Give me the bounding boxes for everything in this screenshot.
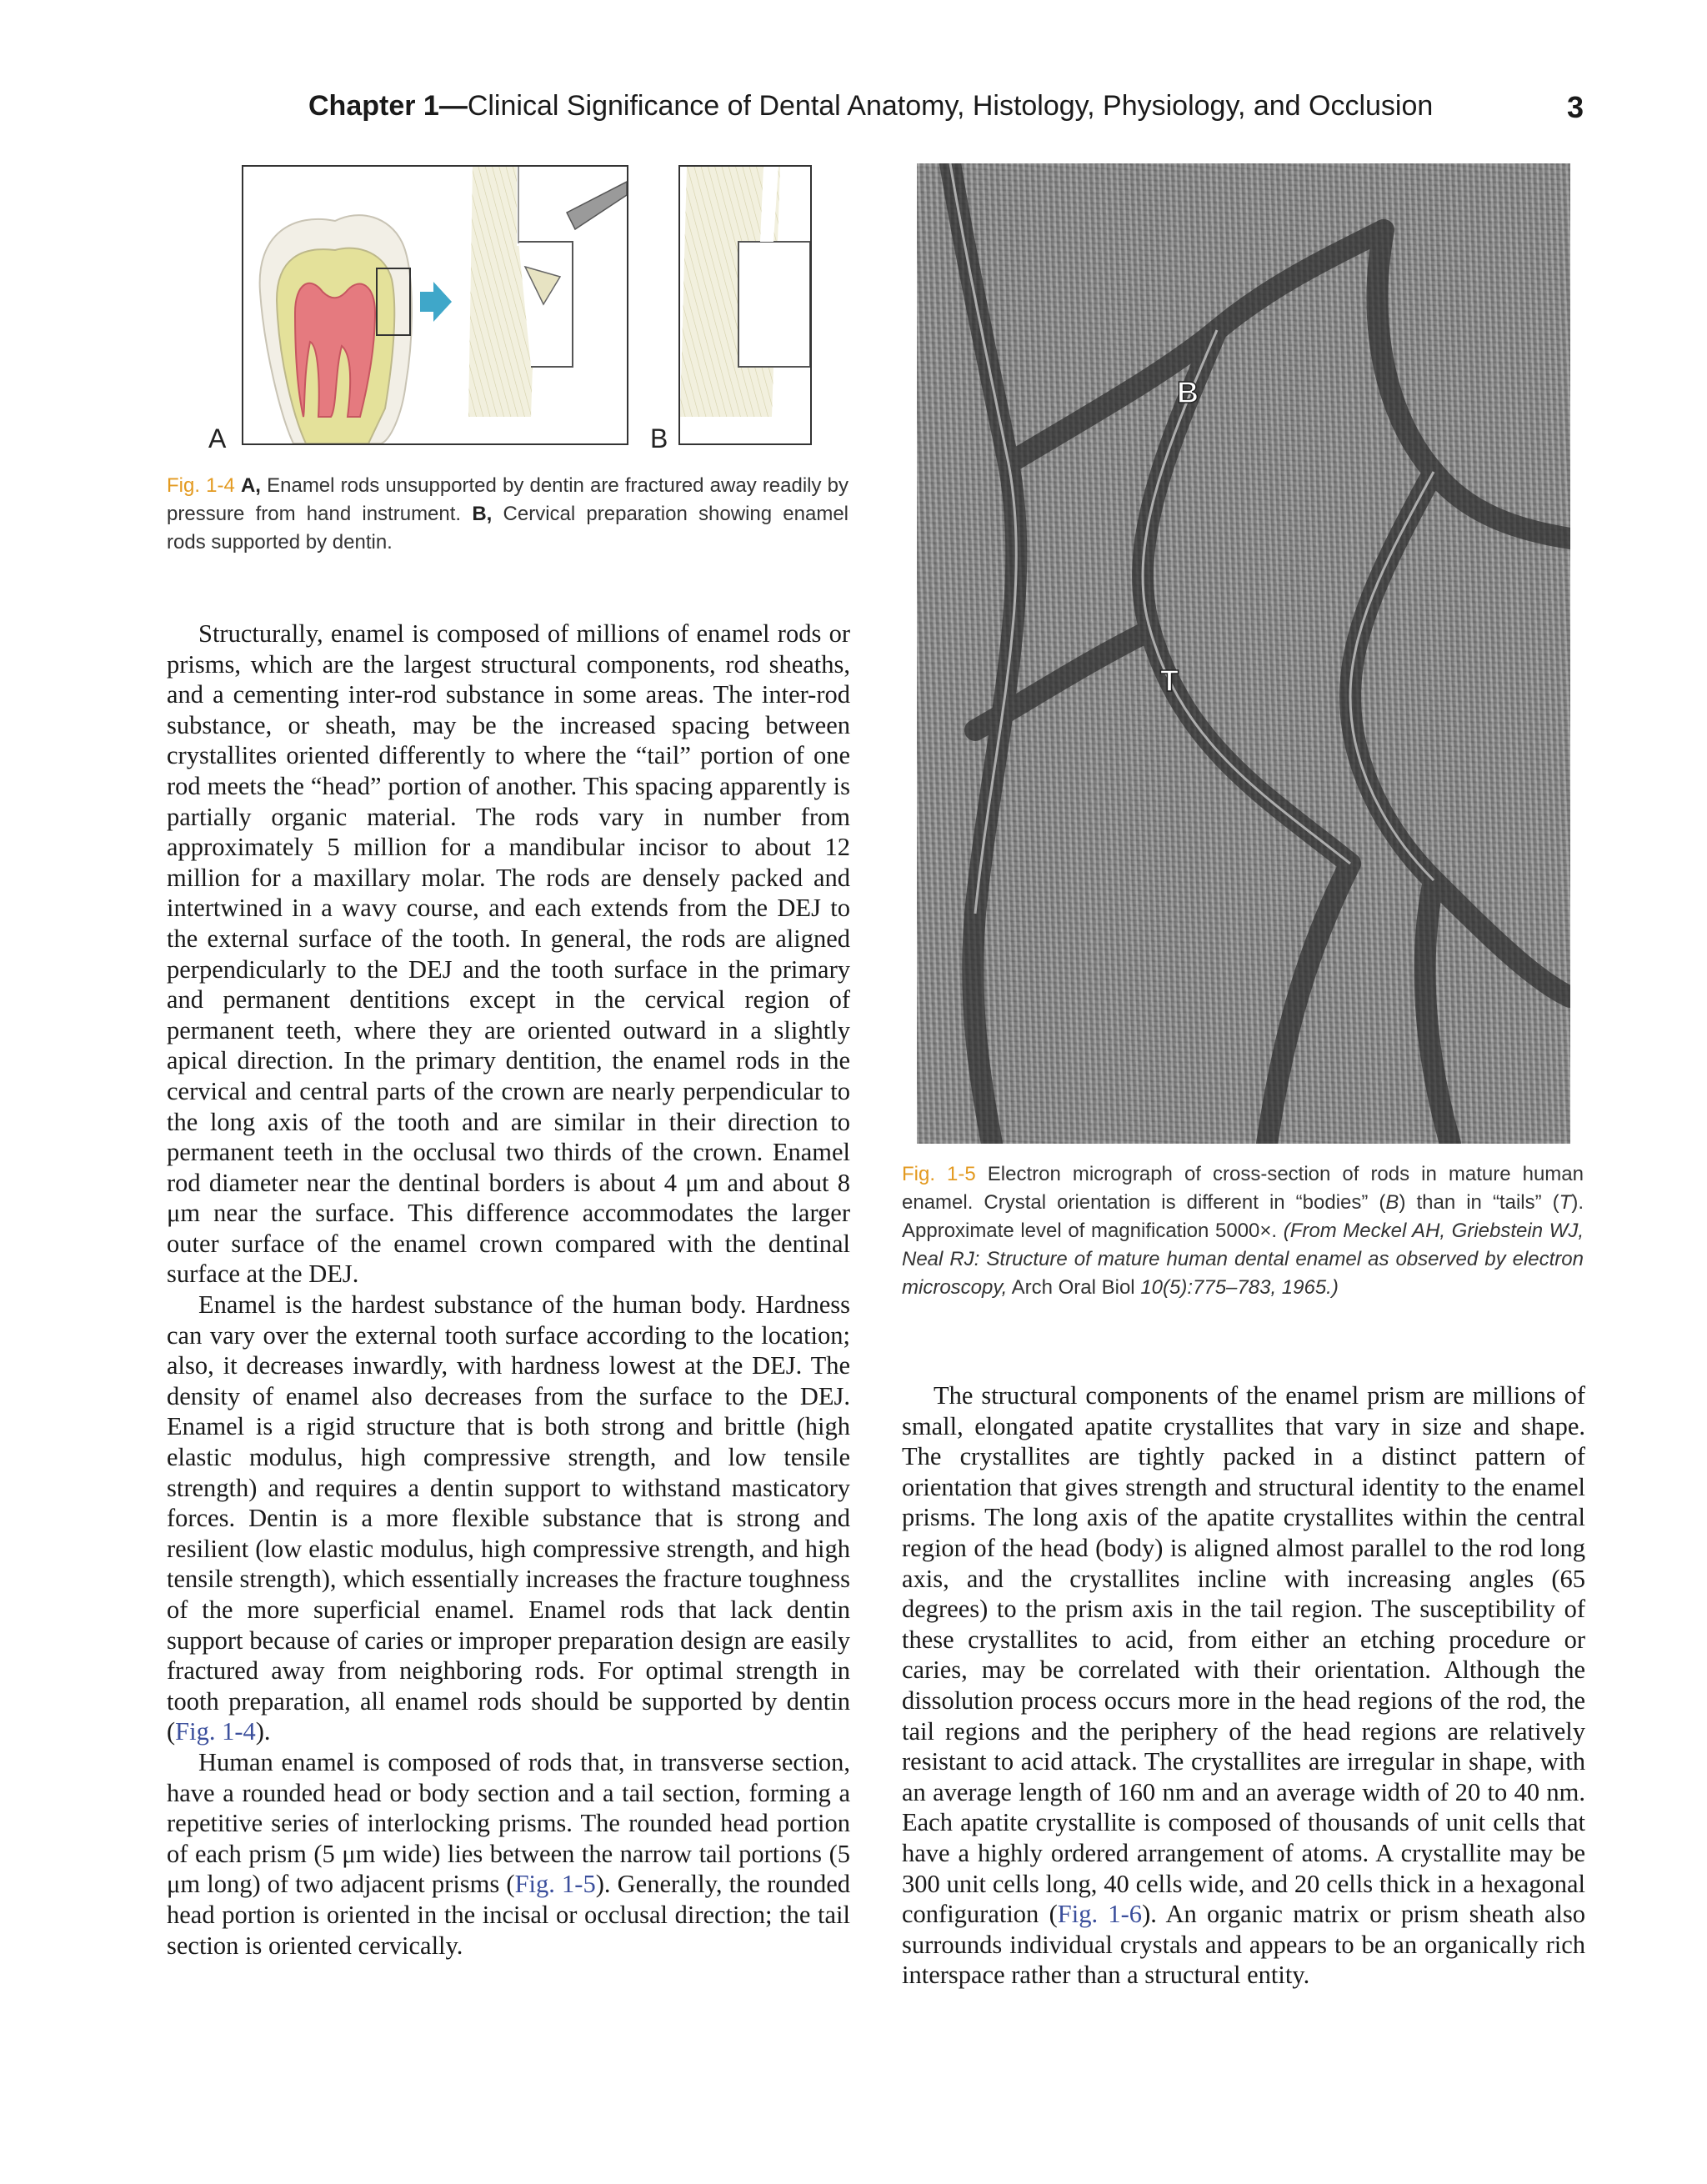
figure-label: Fig. 1-5 [902,1163,976,1185]
paragraph-text: Human enamel is composed of rods that, in transverse section, have a rounded head or body section and a tail section, forming a repetitive series of interlocking prisms. The rounded head portion of each prism (5 μm wide) lies between the narrow tail portions (5 μm long) of two adjacent prisms ( [167,1747,850,1899]
paragraph-text: ). Generally, the rounded head portion is oriented in the incisal or occlusal direction; the tail section is oriented cervically. [167,1870,851,1960]
micrograph-label-b: B [1177,375,1199,409]
paragraph-text: The structural components of the enamel prism are millions of small, elongated apatite crystallites that vary in size and shape. The crystallites are tightly packed in a distinct pattern of orientation that gives strength and structural identity to the enamel prisms. The long axis of the apatite crystallites within the central region of the head (body) is aligned almost parallel to the rod long axis, and the crystallites incline with increasing angles (65 degrees) to the prism axis in the tail region. The susceptibility of these crystallites to acid, from either an etching procedure or caries, may be correlated with their orientation. Although the dissolution process occurs more in the head regions of the rod, the tail regions and the periphery of the head regions are relatively resistant to acid attack. The crystallites are irregular in shape, with an average length of 160 nm and an average width of 20 to 40 nm. Each apatite crystallite is composed of thousands of unit cells that have a highly ordered arrangement of atoms. A crystallite may be 300 unit cells long, 40 cells wide, and 20 cells thick in a hexagonal configuration ( [902,1381,1585,1929]
paragraph [167,1747,850,1961]
figure-label: Fig. 1-4 [167,474,235,497]
tooth-fracture-illustration [243,167,627,443]
paragraph-text: ). An organic matrix or prism sheath also surrounds individual crystals and appears to be an organically rich interspace rather than a structural entity. [902,1900,1586,1990]
caption-text-a: Enamel rods unsupported by dentin are fractured away readily by pressure from hand instrument. [167,474,848,525]
caption-text-1: Electron micrograph of cross-section of rods in mature human enamel. Crystal orientation is different in “bodies” ( [902,1163,1584,1214]
paragraph-text: Enamel is the hardest substance of the human body. Hardness can vary over the external tooth surface according to the location; also, it decreases inwardly, with hardness lowest at the DEJ. The density of enamel also decreases from the surface to the DEJ. Enamel is a rigid structure that is both strong and brittle (high elastic modulus, high compressive strength, and low tensile strength) and requires a dentin support to withstand masticatory forces. Dentin is a more flexible substance that is strong and resilient (low elastic modulus, high compressive strength, and high tensile strength), which essentially increases the fracture toughness of the more superficial enamel. Enamel rods that lack dentin support because of caries or improper preparation design are easily fractured away from neighboring rods. For optimal strength in tooth preparation, all enamel rods should be supported by dentin ( [167,1290,850,1746]
caption-ref-b: B [1385,1191,1399,1214]
chapter-title: Clinical Significance of Dental Anatomy, Histology, Physiology, and Occlusion [467,90,1434,122]
paragraph [167,1290,850,1747]
figure-1-4-panel-b [678,165,812,445]
caption-marker-b: B, [472,503,493,525]
micrograph-label-t: T [1160,664,1179,698]
caption-marker-a: A, [240,474,261,497]
left-column-text [167,619,850,1961]
figure-1-4-caption [167,472,848,557]
caption-text-b: Cervical preparation showing enamel rods supported by dentin. [167,503,849,554]
figure-1-5-link[interactable]: Fig. 1-5 [514,1870,596,1899]
caption-citation: 10(5):775–783, 1965.) [1140,1276,1339,1299]
paragraph: Structurally, enamel is composed of millions of enamel rods or prisms, which are the largest structural components, rod sheaths, and a cementing inter-rod substance in some areas. The inter-rod substance, or sheath, may be the increased spacing between crystallites oriented differently to where the “tail” portion of one rod meets the “head” portion of another. This spacing apparently is partially organic material. The rods vary in number from approximately 5 million for a mandibular incisor to about 12 million for a maxillary molar. The rods are densely packed and intertwined in a wavy course, and each extends from the DEJ to the external surface of the tooth. In general, the rods are aligned perpendicularly to the DEJ and the tooth surface in the primary and permanent dentitions except in the cervical region of permanent teeth, where they are oriented outward in a slightly apical direction. In the primary dentition, the enamel rods in the cervical and central parts of the crown are nearly perpendicular to the long axis of the tooth and are similar in their direction to permanent teeth in the occlusal two thirds of the crown. Enamel rod diameter near the dentinal borders is about 4 μm and about 8 μm near the surface. This difference accommodates the larger outer surface of the enamel crown compared with the dentinal surface at the DEJ. [167,619,850,1289]
caption-text-3: ). Approximate level of magnification 5000×. [902,1191,1584,1242]
figure-1-4-panel-a [242,165,628,445]
panel-a-label: A [208,423,227,453]
panel-b-label: B [650,423,668,453]
chapter-label: Chapter 1— [308,90,468,122]
paragraph [902,1380,1585,1991]
right-column-text [902,1380,1585,1991]
figure-1-4-link[interactable]: Fig. 1-4 [175,1717,256,1746]
paragraph-text: ). [255,1717,271,1746]
prism-boundaries [917,163,1570,1144]
caption-source: (From Meckel AH, Griebstein WJ, Neal RJ: Structure of mature human dental enamel as observed by electron microscopy, [902,1220,1584,1299]
electron-micrograph [917,163,1570,1144]
figure-1-5-caption [902,1160,1584,1302]
caption-journal: Arch Oral Biol [1011,1276,1135,1299]
caption-ref-t: T [1559,1191,1572,1214]
running-header [308,90,1584,132]
cervical-preparation-illustration [680,167,810,443]
caption-text-2: ) than in “tails” ( [1399,1191,1559,1214]
page-number: 3 [1566,90,1584,124]
figure-1-6-link[interactable]: Fig. 1-6 [1057,1900,1143,1929]
